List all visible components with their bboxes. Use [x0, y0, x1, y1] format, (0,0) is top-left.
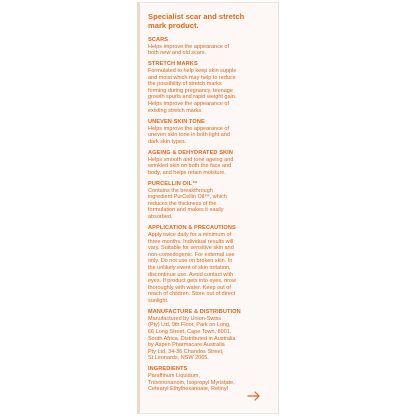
section-body-line: non-comedogenic. For external use — [148, 251, 235, 258]
section-body-line: Triisononanoin, Isopropyl Myristate, — [148, 379, 235, 386]
section-body-line: Paraffinum Liquidum, — [148, 373, 200, 380]
section — [148, 225, 276, 304]
section-heading: AGEING & DEHYDRATED SKIN — [148, 149, 233, 156]
section-body-line: body, and helps retain moisture. — [148, 169, 226, 176]
panel-title — [148, 12, 276, 31]
product-info-panel — [137, 2, 279, 414]
panel-title-line: Specialist scar and stretch — [148, 12, 245, 21]
section-body-line: the unlikely event of skin irritation, — [148, 264, 231, 271]
panel-content — [148, 12, 276, 398]
section — [148, 61, 276, 114]
panel-title-line: mark product. — [148, 21, 199, 31]
section-heading: MANUFACTURE & DISTRIBUTION — [148, 309, 241, 315]
section-body-line: Helps improve the appearance of — [148, 101, 230, 108]
section-body-line: the possibility of stretch marks — [148, 81, 222, 88]
section-body-line: wrinkled skin on both the face and — [148, 163, 232, 170]
section-body-line: Apply twice daily for a minimum of — [148, 231, 232, 238]
section-body-line: formulation and makes it easily — [148, 207, 224, 214]
section-body-line: Manufactured by Union-Swiss — [148, 315, 222, 322]
section-body-line: Helps improve the appearance of — [148, 125, 230, 132]
section-body-line: both new and old scars. — [148, 50, 207, 57]
section-body-line: reach of children. Store out of direct — [148, 291, 236, 298]
section-body-line: Helps smooth and tone ageing and — [148, 156, 234, 163]
section-body-line: South Africa. Distributed in Australia — [148, 335, 236, 342]
section — [148, 119, 276, 146]
section-body-line: growth spurts and rapid weight gain. — [148, 94, 237, 101]
section-body-line: St Leonards, NSW 2065. — [148, 355, 209, 362]
section — [148, 309, 276, 362]
section-body — [148, 68, 276, 114]
section — [148, 150, 276, 177]
section-body-line: Helps improve the appearance of — [148, 43, 230, 50]
section-heading: APPLICATION & PRECAUTIONS — [148, 225, 236, 232]
section-body-line: discontinue use. Avoid contact with — [148, 271, 234, 278]
section-body — [148, 44, 276, 57]
section-body-line: three months. Individual results will — [148, 238, 234, 245]
section-body — [148, 232, 276, 305]
section-body — [148, 126, 276, 146]
section-body-line: forming during pregnancy, teenage — [148, 87, 233, 94]
arrow-right-icon[interactable] — [247, 390, 261, 402]
section-body-line: by Aspen Pharmacare Australia — [148, 342, 225, 349]
sections-list — [148, 37, 276, 393]
section-body-line: dark skin types. — [148, 138, 187, 145]
section-body-line: (Pty) Ltd, 9th Floor, Park on Long, — [148, 322, 231, 329]
section-body-line: Pty Ltd, 34-36 Chandos Street, — [148, 348, 224, 355]
section-body — [148, 316, 276, 362]
section-body-line: reduces the thickness of the — [148, 200, 217, 207]
section-body-line: eyes. If product gets into eyes, rinse — [148, 278, 237, 285]
section-body-line: sunlight. — [148, 297, 169, 304]
section-body-line: absorbed. — [148, 214, 173, 221]
section-body-line: Contains the breakthrough — [148, 187, 213, 194]
section-body-line: only. Do not use on broken skin. In — [148, 258, 233, 265]
section — [148, 181, 276, 221]
section-body — [148, 188, 276, 221]
section-body-line: Cetearyl Ethylhexanoate, Retinyl — [148, 386, 228, 393]
section-body — [148, 157, 276, 177]
section-body-line: thoroughly with water. Keep out of — [148, 284, 231, 291]
section-heading: INGREDIENTS — [148, 366, 188, 373]
section-heading: PURCELLIN OIL™ — [148, 180, 198, 187]
section-body-line: ingredient PurCellin Oil™, which — [148, 194, 227, 201]
section-body-line: vary. Suitable for sensitive skin and — [148, 245, 234, 252]
section-body-line: existing stretch marks. — [148, 107, 203, 114]
section-body-line: uneven skin tone in both light and — [148, 132, 230, 139]
section-body-line: and moist which may help to reduce — [148, 74, 236, 81]
section-heading: STRETCH MARKS — [148, 61, 198, 68]
section-body-line: 66 Long Street, Cape Town, 8001, — [148, 328, 232, 335]
section-body-line: Formulated to help keep skin supple — [148, 68, 237, 75]
section-heading: SCARS — [148, 36, 169, 43]
section-heading: UNEVEN SKIN TONE — [148, 118, 205, 125]
section — [148, 37, 276, 57]
